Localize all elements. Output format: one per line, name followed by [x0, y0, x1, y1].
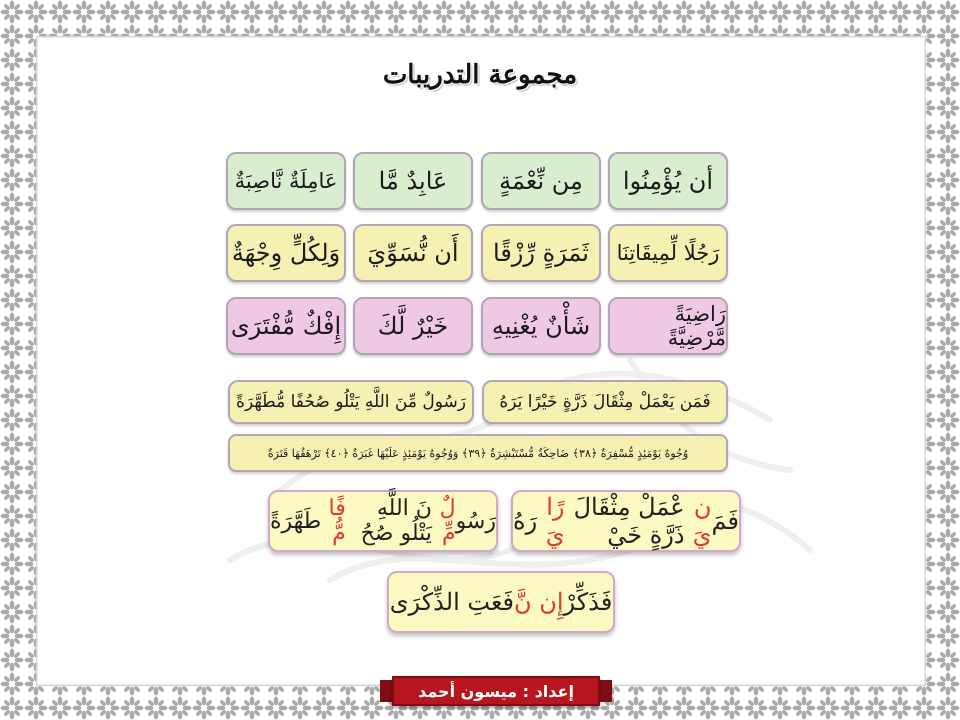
verse-segment: رَسُو	[455, 508, 496, 534]
verse-segment: فَمَ	[711, 507, 739, 535]
word-tile[interactable]: عَابِدٌ مَّا	[353, 152, 473, 210]
verse-tile[interactable]: فَمَن يَعْمَلْ مِثْقَالَ ذَرَّةٍ خَيْرًا يَرَهُ	[482, 380, 728, 424]
word-tile[interactable]: أن يُؤْمِنُوا	[608, 152, 728, 210]
word-tile[interactable]: مِن نِّعْمَةٍ	[481, 152, 601, 210]
author-ribbon: إعداد : ميسون أحمد	[392, 676, 600, 706]
verse-segment: طَهَّرَةً	[269, 508, 322, 534]
highlight-segment: رًا يَ	[545, 493, 565, 549]
verse-segment: نَ اللَّهِ يَتْلُو صُحُ	[360, 496, 432, 546]
highlight-segment: إِن نَّ	[514, 588, 564, 616]
word-tile[interactable]: وَلِكُلٍّ وِجْهَةٌ	[226, 224, 346, 282]
word-tile[interactable]: رَجُلًا لِّمِيقَاتِنَا	[608, 224, 728, 282]
highlight-segment: لٌ مِّ	[439, 496, 456, 546]
word-tile[interactable]: خَيْرٌ لَّكَ	[353, 297, 473, 355]
page-title: مجموعة التدريبات	[382, 60, 578, 90]
highlight-segment: فًا مُّ	[328, 496, 346, 546]
verse-segment: فَذَكِّرْ	[563, 588, 613, 616]
verse-segment: رَهُ	[513, 507, 538, 535]
verse-tile[interactable]: رَسُولٌ مِّنَ اللَّهِ يَتْلُو صُحُفًا مُّطَهَّرَةً	[228, 380, 474, 424]
verse-strip[interactable]: وُجُوهٌ يَوْمَئِذٍ مُّسْفِرَةٌ ﴿٣٨﴾ ضَاحِكَةٌ مُّسْتَبْشِرَةٌ ﴿٣٩﴾ وَوُجُوهٌ يَوْمَئِذٍ عَلَيْهَا غَبَرَةٌ ﴿٤٠﴾ تَرْهَقُهَا قَتَرَةٌ	[228, 434, 728, 472]
highlighted-verse	[268, 490, 498, 552]
word-tile[interactable]: عَامِلَةٌ نَّاصِبَةٌ	[226, 152, 346, 210]
highlighted-verse	[511, 490, 741, 552]
highlighted-verse	[387, 571, 615, 633]
word-tile[interactable]: شَأْنٌ يُغْنِيهِ	[481, 297, 601, 355]
word-tile[interactable]: رَاضِيَةً مَّرْضِيَّةً	[608, 297, 728, 355]
highlight-segment: ن يَ	[692, 493, 712, 549]
word-tile[interactable]: أَن نُّسَوِّيَ	[353, 224, 473, 282]
ribbon-tail-right	[598, 680, 612, 702]
word-tile[interactable]: ثَمَرَةٍ رِّزْقًا	[481, 224, 601, 282]
verse-segment: فَعَتِ الذِّكْرَى	[389, 588, 514, 616]
word-tile[interactable]: إِفْكٌ مُّفْتَرَى	[226, 297, 346, 355]
verse-segment: عْمَلْ مِثْقَالَ ذَرَّةٍ خَيْ	[573, 493, 685, 549]
